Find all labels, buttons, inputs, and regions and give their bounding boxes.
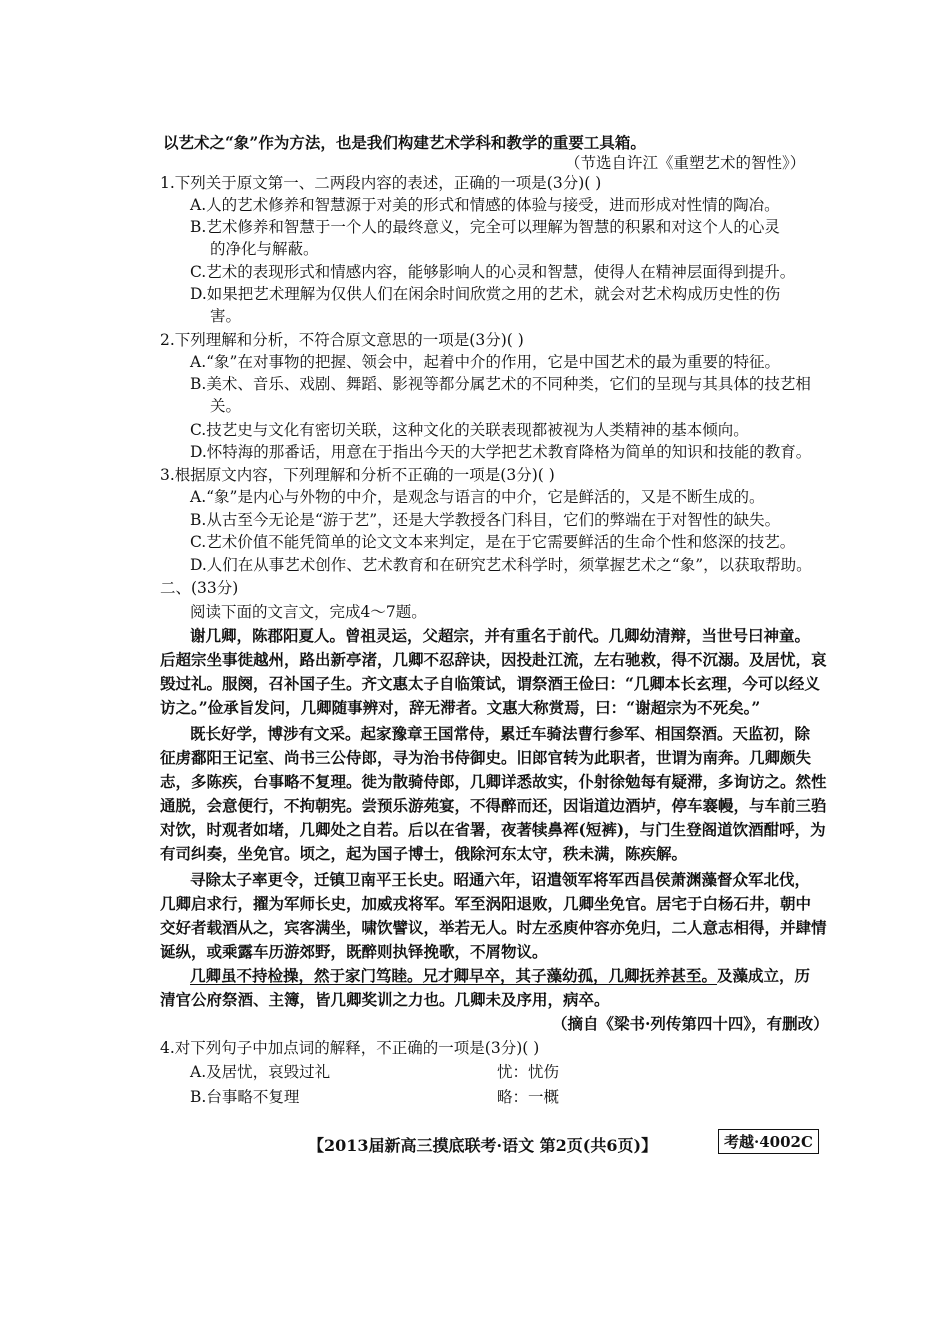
q2-option-b-cont: 关。 — [210, 397, 242, 415]
section-heading: 二、(33分) — [160, 579, 239, 597]
intro-source: （节选自许江《重塑艺术的智性》） — [565, 154, 806, 172]
passage-line: 后超宗坐事徙越州，路出新亭渚，几卿不忍辞诀，因投赴江流，左右驰救，得不沉溺。及居忧，哀 — [160, 650, 827, 669]
passage-line: 交好者载酒从之，宾客满坐，啸饮譬议，举若无人。时左丞庾仲容亦免归，二人意志相得，并肆情 — [160, 918, 827, 937]
q1-stem: 1.下列关于原文第一、二两段内容的表述，正确的一项是(3分)( ) — [160, 174, 602, 192]
page-footer: 【2013届新高三摸底联考·语文 第2页(共6页)】 — [308, 1136, 658, 1155]
intro-line: 以艺术之“象”作为方法，也是我们构建艺术学科和教学的重要工具箱。 — [163, 133, 646, 152]
section-instruction: 阅读下面的文言文，完成4～7题。 — [190, 603, 427, 621]
q2-option-c: C.技艺史与文化有密切关联，这种文化的关联表现都被视为人类精神的基本倾向。 — [190, 421, 749, 439]
q4-option-a: A.及居忧，哀毁过礼 — [190, 1063, 331, 1081]
q3-option-d: D.人们在从事艺术创作、艺术教育和在研究艺术科学时，须掌握艺术之“象”，以获取帮助。 — [190, 556, 812, 574]
passage-line: 几卿启求行，擢为军师长史，加威戎将军。军至涡阳退败，几卿坐免官。居宅于白杨石井，朝中 — [160, 894, 812, 913]
q4-stem: 4.对下列句子中加点词的解释，不正确的一项是(3分)( ) — [160, 1039, 540, 1057]
q3-option-b: B.从古至今无论是“游于艺”，还是大学教授各门科目，它们的弊端在于对智性的缺失。 — [190, 511, 781, 529]
passage-line: 寻除太子率更令，迁镇卫南平王长史。昭通六年，诏遣领军将军西昌侯萧渊藻督众军北伐， — [190, 870, 811, 889]
passage-line: 毁过礼。服阕，召补国子生。齐文惠太子自临策试，谓祭酒王俭曰：“几卿本长玄理，今可以经义 — [160, 674, 820, 693]
passage-line: 有司纠奏，坐免官。顷之，起为国子博士，俄除河东太守，秩未满，陈疾解。 — [160, 844, 688, 863]
q1-option-d-cont: 害。 — [210, 307, 242, 325]
q1-option-d: D.如果把艺术理解为仅供人们在闲余时间欣赏之用的艺术，就会对艺术构成历史性的伤 — [190, 285, 781, 303]
q3-option-a: A.“象”是内心与外物的中介，是观念与语言的中介，它是鲜活的，又是不断生成的。 — [190, 488, 765, 506]
q2-option-d: D.怀特海的那番话，用意在于指出今天的大学把艺术教育降格为简单的知识和技能的教育。 — [190, 443, 812, 461]
passage-line: 清官公府祭酒、主簿，皆几卿奖训之力也。几卿未及序用，病卒。 — [160, 990, 610, 1009]
passage-line: 对饮，时观者如堵，几卿处之自若。后以在省署，夜著犊鼻裈(短裤)，与门生登阁道饮酒酣呼，为 — [160, 820, 826, 839]
q3-option-c: C.艺术价值不能凭简单的论文文本来判定，是在于它需要鲜活的生命个性和悠深的技艺。 — [190, 533, 796, 551]
q4-option-b: B.台事略不复理 — [190, 1088, 300, 1106]
q4-option-b-gloss: 略：一概 — [497, 1088, 560, 1106]
q4-option-a-gloss: 忧：忧伤 — [497, 1063, 560, 1081]
passage-line: 既长好学，博涉有文采。起家豫章王国常侍，累迁车骑法曹行参军、相国祭酒。天监初，除 — [190, 724, 811, 743]
passage-line: 通脱，会意便行，不拘朝宪。尝预乐游苑宴，不得醉而还，因诣道边酒垆，停车褰幔，与车前三驺 — [160, 796, 827, 815]
passage-line: 志，多陈疾，台事略不复理。徙为散骑侍郎，几卿详悉故实，仆射徐勉每有疑滞，多询访之。然性 — [160, 772, 827, 791]
q1-option-b: B.艺术修养和智慧于一个人的最终意义，完全可以理解为智慧的积累和对这个人的心灵 — [190, 218, 780, 236]
q1-option-a: A.人的艺术修养和智慧源于对美的形式和情感的体验与接受，进而形成对性情的陶冶。 — [190, 196, 780, 214]
passage-line: 访之。”俭承旨发问，几卿随事辨对，辞无滞者。文惠大称赏焉，曰：“谢超宗为不死矣。” — [160, 698, 761, 717]
q2-stem: 2.下列理解和分析，不符合原文意思的一项是(3分)( ) — [160, 331, 524, 349]
q2-option-a: A.“象”在对事物的把握、领会中，起着中介的作用，它是中国艺术的最为重要的特征。 — [190, 353, 780, 371]
passage-line-tail: 及藻成立，历 — [717, 966, 811, 985]
q2-option-b: B.美术、音乐、戏剧、舞蹈、影视等都分属艺术的不同种类，它们的呈现与其具体的技艺相 — [190, 375, 811, 393]
passage-line: 征虏鄱阳王记室、尚书三公侍郎，寻为治书侍御史。旧郎官转为此职者，世谓为南奔。几卿颇失 — [160, 748, 812, 767]
q1-option-b-cont: 的净化与解蔽。 — [210, 240, 319, 258]
underlined-sentence: 几卿虽不持检操，然于家门笃睦。兄才卿早卒，其子藻幼孤，几卿抚养甚至。 — [190, 966, 718, 985]
q1-option-c: C.艺术的表现形式和情感内容，能够影响人的心灵和智慧，使得人在精神层面得到提升。 — [190, 263, 796, 281]
q3-stem: 3.根据原文内容，下列理解和分析不正确的一项是(3分)( ) — [160, 466, 555, 484]
passage-line: 谢几卿，陈郡阳夏人。曾祖灵运，父超宗，并有重名于前代。几卿幼清辩，当世号曰神童。 — [190, 626, 811, 645]
exam-code-badge: 考越·4002C — [718, 1129, 819, 1154]
passage-line — [190, 966, 810, 986]
passage-line: 诞纵，或乘露车历游郊野，既醉则执铎挽歌，不屑物议。 — [160, 942, 548, 961]
passage-source: （摘自《梁书·列传第四十四》，有删改） — [552, 1014, 829, 1033]
